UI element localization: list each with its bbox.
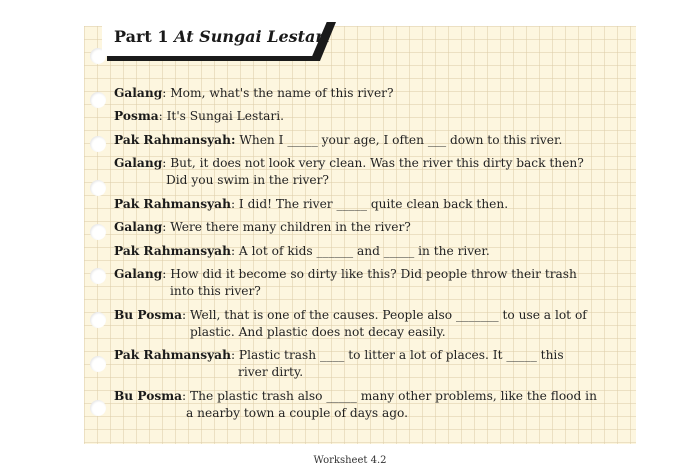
worksheet-label: Worksheet 4.2 xyxy=(313,455,387,466)
dialogue-line xyxy=(114,109,284,124)
speaker: Galang xyxy=(114,86,163,100)
speaker: Pak Rahmansyah xyxy=(114,197,231,211)
speaker: Pak Rahmansyah xyxy=(114,244,231,258)
speaker: Pak Rahmansyah: xyxy=(114,133,236,147)
dialogue-line xyxy=(114,308,587,323)
dialogue-line xyxy=(114,156,584,171)
line-continuation: river dirty. xyxy=(238,365,304,379)
line-text: : It's Sungai Lestari. xyxy=(158,109,285,123)
line-text: : I did! The river _____ quite clean back then. xyxy=(230,197,509,211)
speaker: Galang xyxy=(114,267,163,281)
speaker: Galang xyxy=(114,156,163,170)
dialogue-line xyxy=(114,220,411,235)
line-text: : Plastic trash ____ to litter a lot of places. It _____ this xyxy=(230,348,564,362)
dialogue-line xyxy=(114,197,508,212)
speaker: Pak Rahmansyah xyxy=(114,348,231,362)
line-text: : Mom, what's the name of this river? xyxy=(162,86,394,100)
line-text: : Well, that is one of the causes. People also _______ to use a lot of xyxy=(182,308,587,322)
title-part: Part 1 xyxy=(114,27,169,46)
line-continuation: plastic. And plastic does not decay easily. xyxy=(190,325,446,339)
line-text: : A lot of kids ______ and _____ in the river. xyxy=(230,244,490,258)
line-text: When I _____ your age, I often ___ down to this river. xyxy=(235,133,563,147)
line-text: : But, it does not look very clean. Was the river this dirty back then? xyxy=(162,156,584,170)
dialogue-line xyxy=(114,348,564,363)
line-text: : Were there many children in the river? xyxy=(162,220,411,234)
title-name: At Sungai Lestari xyxy=(174,27,330,46)
speaker: Galang xyxy=(114,220,163,234)
line-continuation: into this river? xyxy=(170,284,261,298)
line-continuation: a nearby town a couple of days ago. xyxy=(186,406,409,420)
dialogue-line xyxy=(114,133,562,148)
speaker: Bu Posma xyxy=(114,389,183,403)
dialogue-line xyxy=(114,389,597,404)
dialogue-line xyxy=(114,86,394,101)
line-text: : The plastic trash also _____ many other problems, like the flood in xyxy=(182,389,597,403)
speaker: Bu Posma xyxy=(114,308,183,322)
dialogue-line xyxy=(114,244,490,259)
line-text: : How did it become so dirty like this? Did people throw their trash xyxy=(162,267,577,281)
speaker: Posma xyxy=(114,109,159,123)
dialogue-line xyxy=(114,267,577,282)
line-continuation: Did you swim in the river? xyxy=(166,173,329,187)
